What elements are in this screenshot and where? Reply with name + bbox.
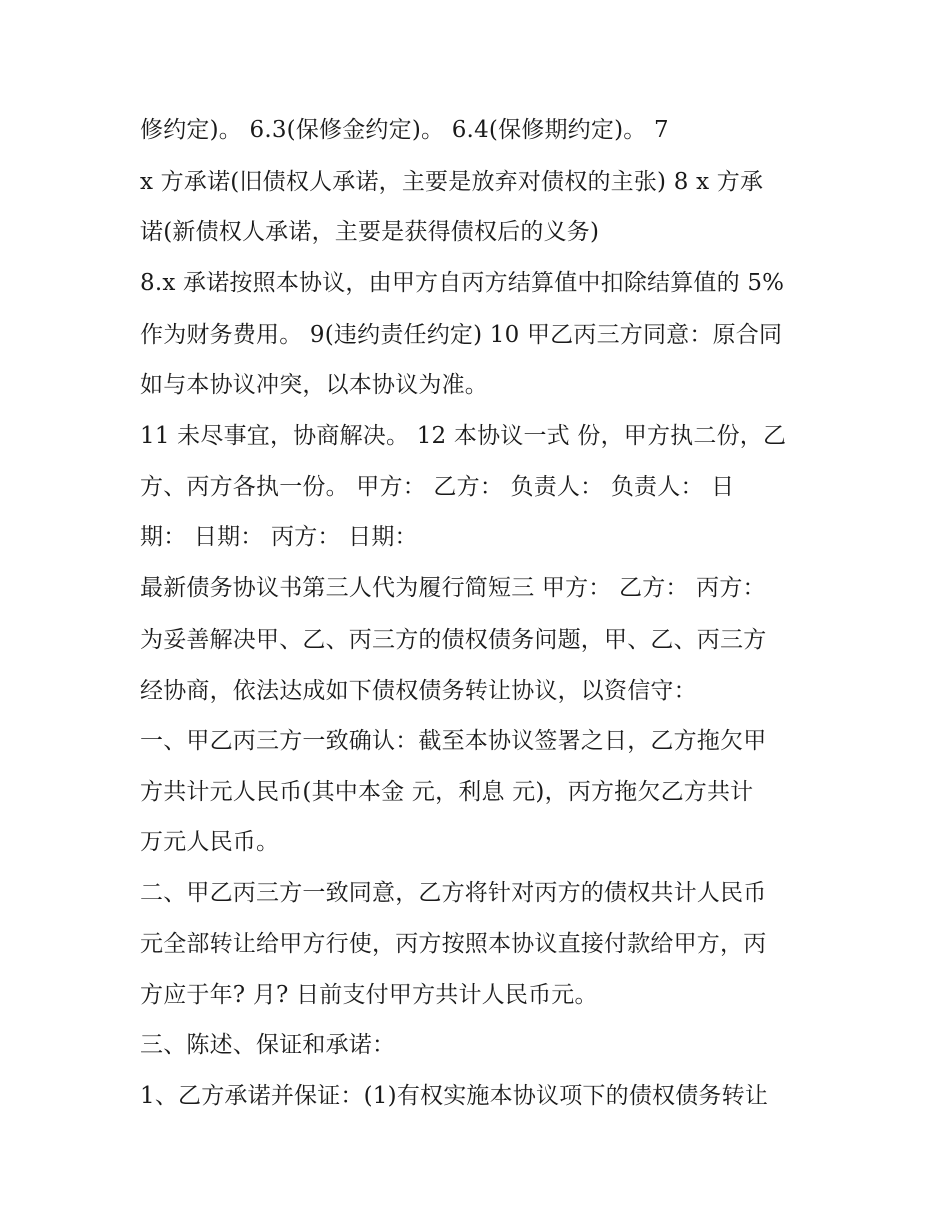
text-line: 1、乙方承诺并保证：(1)有权实施本协议项下的债权债务转让: [140, 1083, 769, 1109]
text-line: 方、丙方各执一份。 甲方： 乙方： 负责人： 负责人： 日: [140, 474, 735, 500]
text-line: 作为财务费用。 9(违约责任约定) 10 甲乙丙三方同意：原合同: [140, 322, 783, 348]
text-line: 修约定)。 6.3(保修金约定)。 6.4(保修期约定)。 7: [140, 117, 669, 143]
text-line: 经协商，依法达成如下债权债务转让协议，以资信守：: [140, 678, 697, 704]
text-line: 11 未尽事宜，协商解决。 12 本协议一式 份，甲方执二份，乙: [140, 423, 787, 449]
text-line: x 方承诺(旧债权人承诺，主要是放弃对债权的主张) 8 x 方承: [140, 169, 764, 195]
text-line: 元全部转让给甲方行使，丙方按照本协议直接付款给甲方，丙: [140, 931, 767, 957]
text-line: 三、陈述、保证和承诺：: [140, 1032, 396, 1058]
text-line: 期： 日期： 丙方： 日期：: [140, 524, 418, 550]
text-line: 方共计元人民币(其中本金 元，利息 元)，丙方拖欠乙方共计: [140, 779, 754, 805]
text-line: 二、甲乙丙三方一致同意，乙方将针对丙方的债权共计人民币: [140, 880, 767, 906]
text-line: 方应于年? 月? 日前支付甲方共计人民币元。: [140, 982, 598, 1008]
text-line: 最新债务协议书第三人代为履行简短三 甲方： 乙方： 丙方：: [140, 575, 766, 601]
text-line: 一、甲乙丙三方一致确认：截至本协议签署之日，乙方拖欠甲: [140, 728, 767, 754]
text-line: 8.x 承诺按照本协议，由甲方自丙方结算值中扣除结算值的 5%: [140, 270, 785, 296]
text-line: 万元人民币。: [140, 829, 280, 855]
text-line: 如与本协议冲突，以本协议为准。: [140, 372, 488, 398]
text-line: 为妥善解决甲、乙、丙三方的债权债务问题，甲、乙、丙三方: [140, 627, 767, 653]
text-line: 诺(新债权人承诺，主要是获得债权后的义务): [140, 219, 600, 245]
